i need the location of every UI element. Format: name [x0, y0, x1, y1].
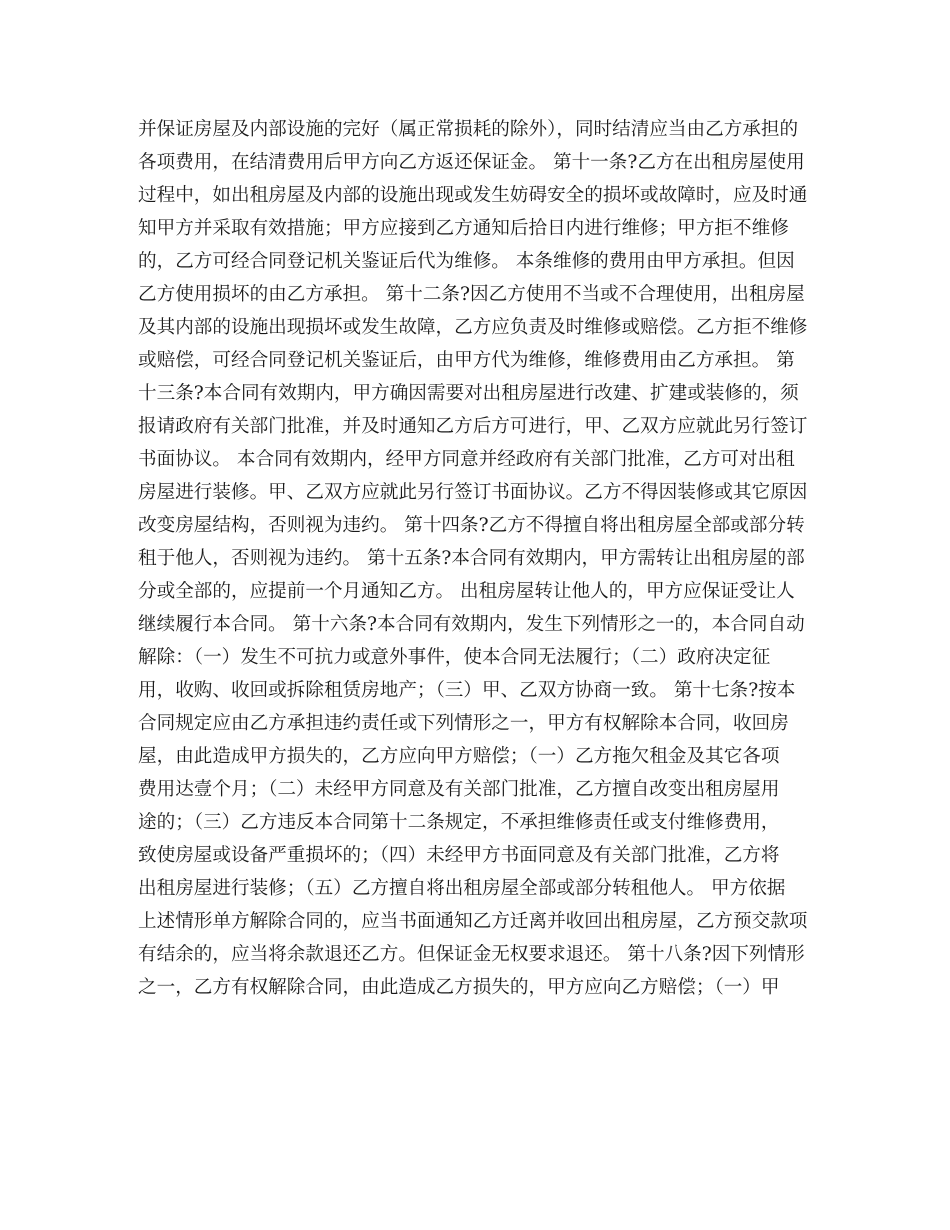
text-line: 分或全部的，应提前一个月通知乙方。 出租房屋转让他人的，甲方应保证受让人 [138, 581, 795, 602]
text-line: 致使房屋或设备严重损坏的；（四）未经甲方书面同意及有关部门批准，乙方将 [138, 845, 780, 866]
text-line: 合同规定应由乙方承担违约责任或下列情形之一，甲方有权解除本合同，收回房 [138, 713, 789, 734]
text-line: 继续履行本合同。 第十六条?本合同有效期内，发生下列情形之一的，本合同自动 [138, 614, 805, 635]
text-line: 有结余的，应当将余款退还乙方。但保证金无权要求退还。 第十八条?因下列情形 [138, 944, 805, 965]
text-line: 的，乙方可经合同登记机关鉴证后代为维修。 本条维修的费用由甲方承担。但因 [138, 251, 795, 272]
text-line: 各项费用，在结清费用后甲方向乙方返还保证金。 第十一条?乙方在出租房屋使用 [138, 152, 805, 173]
text-line: 过程中，如出租房屋及内部的设施出现或发生妨碍安全的损坏或故障时，应及时通 [138, 185, 808, 206]
text-line: 改变房屋结构，否则视为违约。 第十四条?乙方不得擅自将出租房屋全部或部分转 [138, 515, 805, 536]
text-line: 报请政府有关部门批准，并及时通知乙方后方可进行，甲、乙双方应就此另行签订 [138, 416, 808, 437]
contract-body-text [138, 113, 818, 1004]
text-line: 解除：（一）发生不可抗力或意外事件，使本合同无法履行；（二）政府决定征 [138, 647, 771, 668]
text-line: 或赔偿，可经合同登记机关鉴证后，由甲方代为维修，维修费用由乙方承担。 第 [138, 350, 795, 371]
text-line: 房屋进行装修。甲、乙双方应就此另行签订书面协议。乙方不得因装修或其它原因 [138, 482, 808, 503]
text-line: 十三条?本合同有效期内，甲方确因需要对出租房屋进行改建、扩建或装修的，须 [138, 383, 799, 404]
text-line: 用，收购、收回或拆除租赁房地产；（三）甲、乙双方协商一致。 第十七条?按本 [138, 680, 796, 701]
text-line: 上述情形单方解除合同的，应当书面通知乙方迁离并收回出租房屋，乙方预交款项 [138, 911, 808, 932]
text-line: 租于他人，否则视为违约。 第十五条?本合同有效期内，甲方需转让出租房屋的部 [138, 548, 805, 569]
text-line: 之一，乙方有权解除合同，由此造成乙方损失的，甲方应向乙方赔偿；（一）甲 [138, 977, 780, 998]
text-line: 及其内部的设施出现损坏或发生故障，乙方应负责及时维修或赔偿。乙方拒不维修 [138, 317, 808, 338]
text-line: 并保证房屋及内部设施的完好（属正常损耗的除外），同时结清应当由乙方承担的 [138, 119, 799, 140]
text-line: 途的；（三）乙方违反本合同第十二条规定，不承担维修责任或支付维修费用， [138, 812, 780, 833]
text-line: 乙方使用损坏的由乙方承担。 第十二条?因乙方使用不当或不合理使用，出租房屋 [138, 284, 805, 305]
text-line: 知甲方并采取有效措施；甲方应接到乙方通知后拾日内进行维修；甲方拒不维修 [138, 218, 789, 239]
text-line: 书面协议。 本合同有效期内，经甲方同意并经政府有关部门批准，乙方可对出租 [138, 449, 795, 470]
text-line: 出租房屋进行装修；（五）乙方擅自将出租房屋全部或部分转租他人。 甲方依据 [138, 878, 786, 899]
text-line: 屋，由此造成甲方损失的，乙方应向甲方赔偿；（一）乙方拖欠租金及其它各项 [138, 746, 780, 767]
text-line: 费用达壹个月；（二）未经甲方同意及有关部门批准，乙方擅自改变出租房屋用 [138, 779, 780, 800]
